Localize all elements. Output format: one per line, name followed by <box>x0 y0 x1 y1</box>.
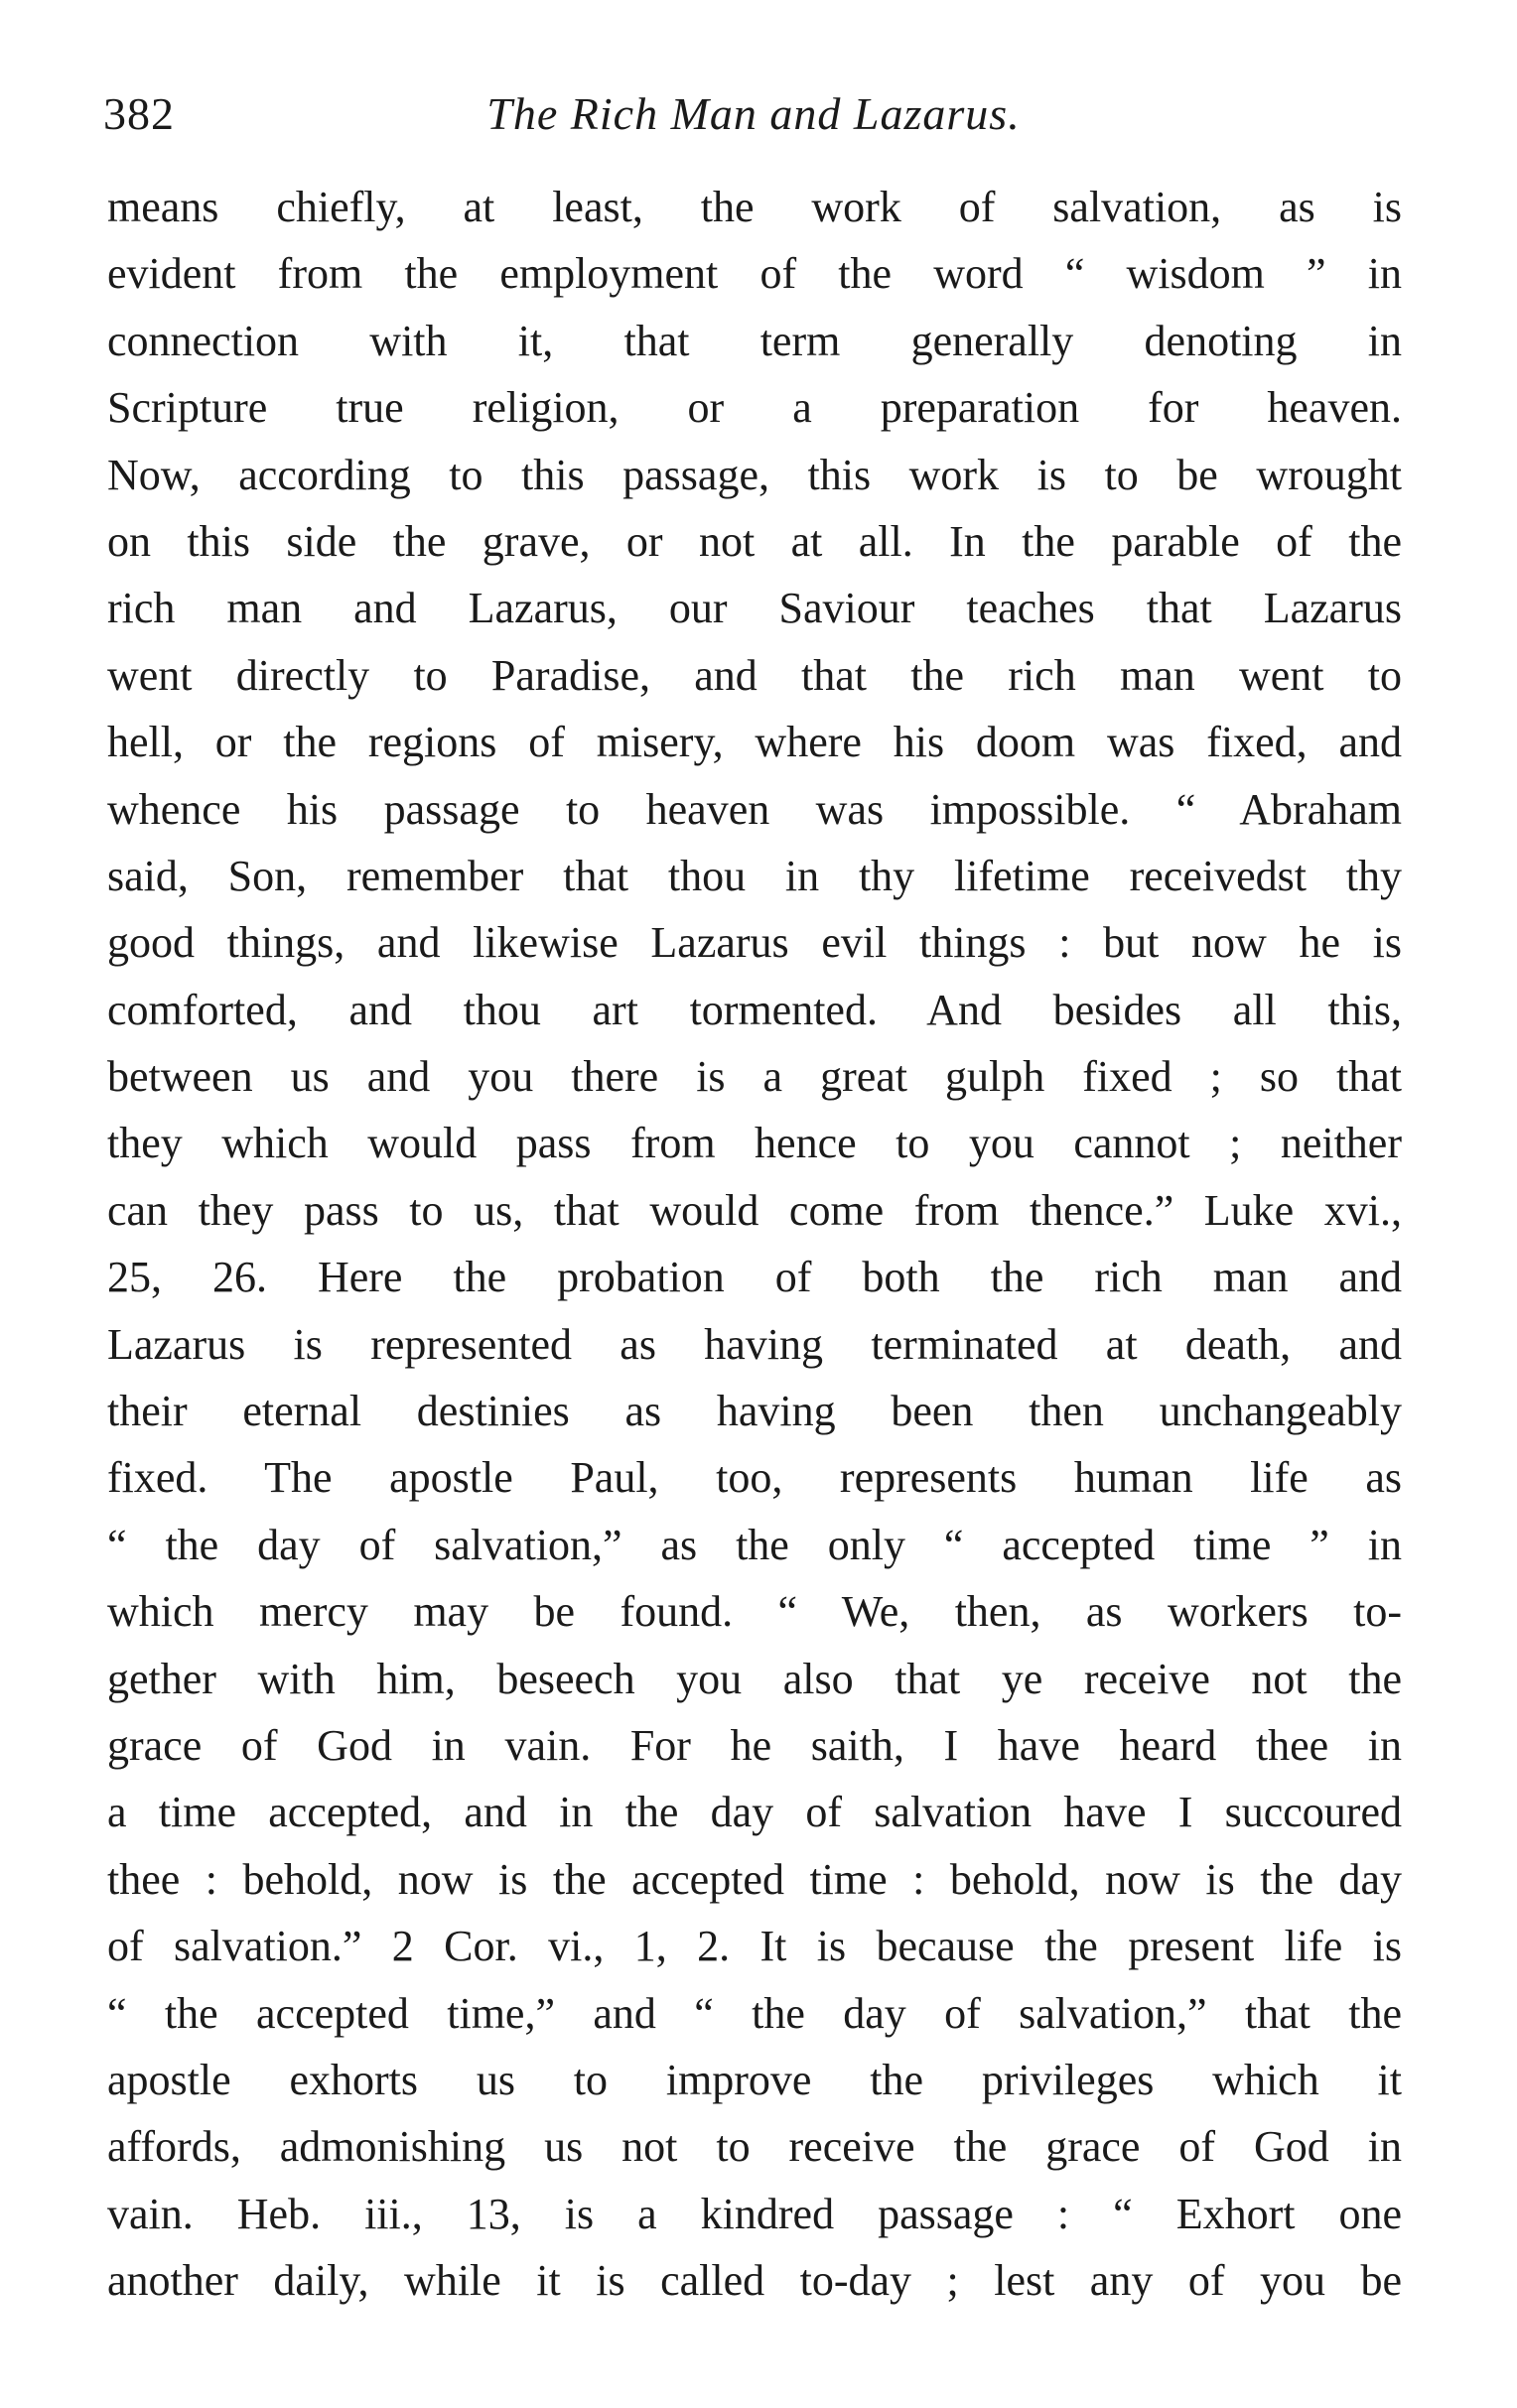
text-line: “ the day of salvation,” as the only “ accepted time ” in <box>107 1520 1402 1569</box>
body-text <box>107 174 1402 2315</box>
text-line: on this side the grave, or not at all. In the parable of the <box>107 516 1402 566</box>
text-line: connection with it, that term generally denoting in <box>107 316 1402 365</box>
text-line: can they pass to us, that would come from thence.” Luke xvi., <box>107 1185 1402 1235</box>
text-line: they which would pass from hence to you cannot ; neither <box>107 1119 1402 1168</box>
text-line: evident from the employment of the word “ wisdom ” in <box>107 249 1402 299</box>
text-line: a time accepted, and in the day of salvation have I succoured <box>107 1788 1402 1837</box>
text-line: “ the accepted time,” and “ the day of salvation,” that the <box>107 1988 1402 2038</box>
text-line: affords, admonishing us not to receive the grace of God in <box>107 2122 1402 2172</box>
text-line: whence his passage to heaven was impossible. “ Abraham <box>107 784 1402 834</box>
running-title: The Rich Man and Lazarus. <box>486 88 1021 139</box>
text-line: comforted, and thou art tormented. And besides all this, <box>107 985 1402 1034</box>
text-line: hell, or the regions of misery, where his doom was fixed, and <box>107 718 1402 767</box>
text-line: their eternal destinies as having been then unchangeably <box>107 1387 1402 1436</box>
page-number: 382 <box>103 88 175 139</box>
text-line: between us and you there is a great gulph fixed ; so that <box>107 1052 1402 1102</box>
text-line: Now, according to this passage, this work is to be wrought <box>107 450 1402 499</box>
text-line: gether with him, beseech you also that ye receive not the <box>107 1654 1402 1703</box>
text-line: Scripture true religion, or a preparation for heaven. <box>107 383 1402 433</box>
text-line: good things, and likewise Lazarus evil things : but now he is <box>107 918 1402 968</box>
text-line: means chiefly, at least, the work of salvation, as is <box>107 183 1402 231</box>
text-line: said, Son, remember that thou in thy lifetime receivedst thy <box>107 851 1402 900</box>
text-line: vain. Heb. iii., 13, is a kindred passage : “ Exhort one <box>107 2189 1402 2238</box>
text-line: another daily, while it is called to-day ; lest any of you be <box>107 2256 1402 2306</box>
text-line: which mercy may be found. “ We, then, as workers to- <box>107 1587 1402 1637</box>
text-line: went directly to Paradise, and that the rich man went to <box>107 650 1402 700</box>
text-line: of salvation.” 2 Cor. vi., 1, 2. It is because the present life is <box>107 1922 1402 1971</box>
text-line: grace of God in vain. For he saith, I have heard thee in <box>107 1720 1402 1770</box>
text-line: apostle exhorts us to improve the privileges which it <box>107 2055 1402 2104</box>
text-line: fixed. The apostle Paul, too, represents human life as <box>107 1453 1402 1503</box>
page-header <box>103 79 1404 149</box>
text-line: rich man and Lazarus, our Saviour teaches that Lazarus <box>107 584 1402 633</box>
text-line: thee : behold, now is the accepted time : behold, now is the day <box>107 1854 1402 1904</box>
text-line: 25, 26. Here the probation of both the rich man and <box>107 1253 1402 1302</box>
text-line: Lazarus is represented as having terminated at death, and <box>107 1319 1402 1369</box>
